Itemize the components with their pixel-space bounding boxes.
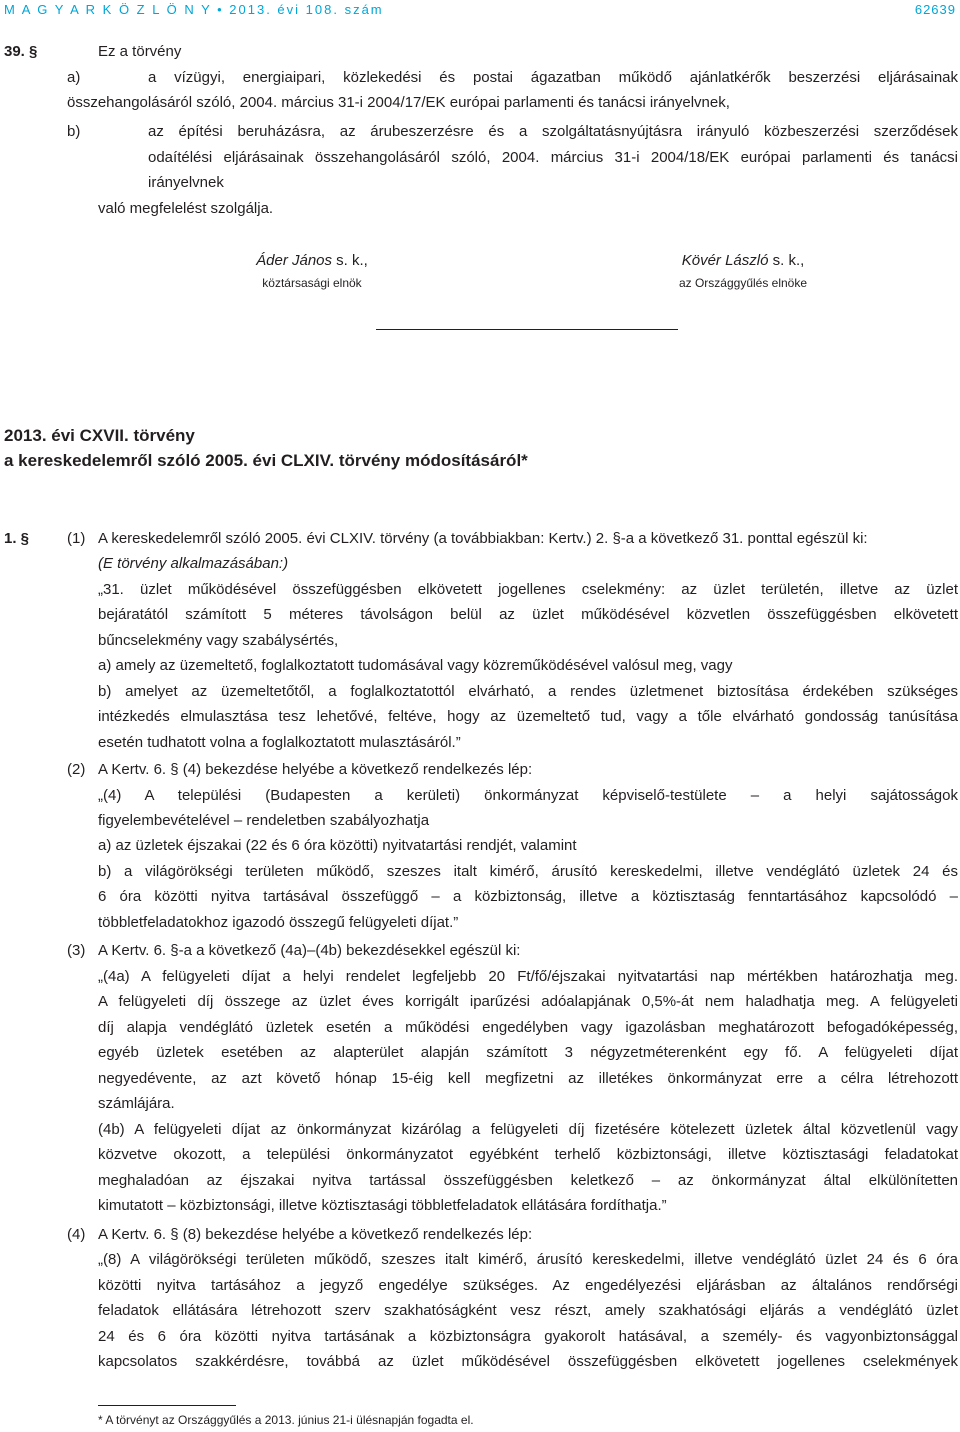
signature-left — [212, 251, 412, 271]
paragraph-2-quote-6: többletfeladatokhoz igazodó összegű felügyeleti díjat.” — [98, 914, 459, 931]
footnote: * A törvényt az Országgyűlés a 2013. június 21-i ülésnapján fogadta el. — [98, 1413, 474, 1427]
paragraph-3-quote-2: A felügyeleti díj összege az üzlet éves korrigált iparűzési adóalapjának 0,5%-át nem haladhatja meg. A felügyeleti — [98, 993, 958, 1010]
paragraph-4-quote-3: feladatok ellátására létrehozott szerv szakhatóságként vesz részt, amely szakhatósági eljárás a vendéglátó üzlet — [98, 1302, 958, 1319]
law-title-line1: 2013. évi CXVII. törvény — [4, 426, 195, 445]
section-1-number: 1. § — [4, 530, 30, 547]
paragraph-3-line1: A Kertv. 6. §-a a következő (4a)–(4b) bekezdésekkel egészül ki: — [98, 942, 521, 959]
paragraph-1-quote-3: bűncselekmény vagy szabálysértés, — [98, 632, 339, 649]
list-label-a: a) — [67, 69, 81, 86]
law-title-line2: a kereskedelemről szóló 2005. évi CLXIV. törvény módosításáról* — [4, 451, 528, 470]
paragraph-3-quote-5: negyedévente, az azt követő hónap 15-éig kell megfizetni az illetékes önkormányzat erre a célra létrehozott — [98, 1070, 958, 1087]
paragraph-1-label: (1) — [67, 530, 86, 547]
footnote-rule — [98, 1405, 236, 1406]
paragraph-1-line1: A kereskedelemről szóló 2005. évi CLXIV. törvény (a továbbiakban: Kertv.) 2. §-a a következő 31. ponttal egészül ki: — [98, 530, 868, 547]
paragraph-1-quote-5: b) amelyet az üzemeltetőtől, a foglalkoztatottól elvárható, a rendes üzletmenet biztosítása érdekében szükséges — [98, 683, 958, 700]
section-39-b-line2: odaítélési eljárásainak összehangolásáról szóló, 2004. március 31-i 2004/18/EK európai parlamenti és tanácsi — [148, 149, 958, 166]
paragraph-2-quote-3: a) az üzletek éjszakai (22 és 6 óra közötti) nyitvatartási rendjét, valamint — [98, 837, 577, 854]
signer-right-suffix: s. k., — [768, 252, 805, 269]
paragraph-1-quote-1: „31. üzlet működésével összefüggésben elkövetett jogellenes cselekmény: az üzlet területén, illetve az üzlet — [98, 581, 958, 598]
paragraph-3-quote-3: díj alapja vendéglátó üzletek esetén a működési engedélyben vagy igazolásban meghatározott befogadóképesség, — [98, 1019, 958, 1036]
signature-right — [643, 251, 843, 271]
paragraph-1-quote-2: bejáratától számított 5 méteres távolságon belül az üzlet működésével közvetlen összefüggésben elkövetett — [98, 606, 958, 623]
paragraph-3-quote-10: kimutatott – közbiztonsági, illetve köztisztasági többletfeladatok ellátására fordíthatja.” — [98, 1197, 667, 1214]
paragraph-1-line2: (E törvény alkalmazásában:) — [98, 555, 289, 572]
list-label-b: b) — [67, 123, 81, 140]
section-39-closing: való megfelelést szolgálja. — [98, 200, 274, 217]
signer-right-title: az Országgyűlés elnöke — [678, 276, 808, 290]
paragraph-4-quote-1: „(8) A világörökségi területen működő, szeszes italt kimérő, árusító kereskedelmi, illetve vendéglátó üzlet 24 és 6 óra — [98, 1251, 958, 1268]
paragraph-2-label: (2) — [67, 761, 86, 778]
paragraph-2-quote-1: „(4) A települési (Budapesten a kerületi) önkormányzat képviselő-testülete – a helyi sajátosságok — [98, 787, 958, 804]
paragraph-1-quote-4: a) amely az üzemeltető, foglalkoztatott tudomásával vagy közreműködésével valósul meg, vagy — [98, 657, 733, 674]
section-39-b-line1: az építési beruházásra, az árubeszerzésre és a szolgáltatásnyújtásra irányuló közbeszerzési szerződések — [148, 123, 958, 140]
paragraph-2-quote-2: figyelembevételével – rendeletben szabályozhatja — [98, 812, 430, 829]
section-39-a-line1: a vízügyi, energiaipari, közlekedési és postai ágazatban működő ajánlatkérők beszerzési eljárásainak — [148, 69, 958, 86]
paragraph-3-quote-8: közvetve okozott, a települési önkormányzatot egyébként terhelő közbiztonsági, illetve köztisztasági feladatokat — [98, 1146, 958, 1163]
paragraph-3-quote-7: (4b) A felügyeleti díjat az önkormányzat kizárólag a felügyeleti díj fizetésére kötelezett üzletek által közvetlenül vagy — [98, 1121, 958, 1138]
paragraph-4-label: (4) — [67, 1226, 86, 1243]
page-number: 62639 — [914, 2, 956, 17]
paragraph-1-quote-6: intézkedés elmulasztása tesz lehetővé, feltéve, hogy az üzemeltető tud, vagy a tőle elvárható gondosság tanúsítása — [98, 708, 958, 725]
signer-left-name: Áder János — [256, 252, 333, 269]
paragraph-4-line1: A Kertv. 6. § (8) bekezdése helyébe a következő rendelkezés lép: — [98, 1226, 533, 1243]
paragraph-2-quote-5: 6 óra közötti nyitva tartásával összefüggő – a közbiztonság, illetve a köztisztaság fenntartásához kapcsolódó – — [98, 888, 958, 905]
paragraph-3-quote-6: számlájára. — [98, 1095, 175, 1112]
section-39-a-line2: összehangolásáról szóló, 2004. március 31-i 2004/17/EK európai parlamenti és tanácsi irányelvnek, — [67, 94, 730, 111]
signer-right-name: Kövér László — [681, 252, 769, 269]
paragraph-1-quote-7: esetén tudhatott volna a foglalkoztatott mulasztásáról.” — [98, 734, 461, 751]
section-39-b-line3: irányelvnek — [148, 174, 224, 191]
paragraph-4-quote-2: közötti nyitva tartásához a jegyző engedélye szükséges. Az engedélyezési eljárásban az általános rendőrségi — [98, 1277, 958, 1294]
paragraph-3-quote-4: egyéb üzletek esetében az alapterület alapján számított 3 négyzetméterenként egy fő. A felügyeleti díjat — [98, 1044, 958, 1061]
section-divider — [376, 329, 678, 330]
paragraph-4-quote-4: 24 és 6 óra közötti nyitva tartásának a közbiztonságra gyakorolt hatásával, a személy- és vagyonbiztonsággal — [98, 1328, 958, 1345]
section-39-intro: Ez a törvény — [98, 43, 182, 60]
paragraph-3-quote-9: meghaladóan az éjszakai nyitva tartással összefüggésben keletkező – az önkormányzat által elkülönítetten — [98, 1172, 958, 1189]
journal-header: M A G Y A R K Ö Z L Ö N Y • 2013. évi 108. szám — [4, 2, 384, 17]
signer-left-title: köztársasági elnök — [262, 276, 362, 290]
section-39-number: 39. § — [4, 43, 38, 60]
signer-left-suffix: s. k., — [332, 252, 368, 269]
paragraph-2-quote-4: b) a világörökségi területen működő, szeszes italt kimérő, árusító kereskedelmi, illetve vendéglátó üzletek 24 és — [98, 863, 958, 880]
paragraph-2-line1: A Kertv. 6. § (4) bekezdése helyébe a következő rendelkezés lép: — [98, 761, 533, 778]
paragraph-3-quote-1: „(4a) A felügyeleti díjat a helyi rendelet legfeljebb 20 Ft/fő/éjszakai nyitvatartási nap mértékben határozhatja meg. — [98, 968, 958, 985]
paragraph-3-label: (3) — [67, 942, 86, 959]
paragraph-4-quote-5: kapcsolatos szakkérdésre, továbbá az üzlet működésével összefüggésben elkövetett jogellenes cselekmények — [98, 1353, 958, 1370]
